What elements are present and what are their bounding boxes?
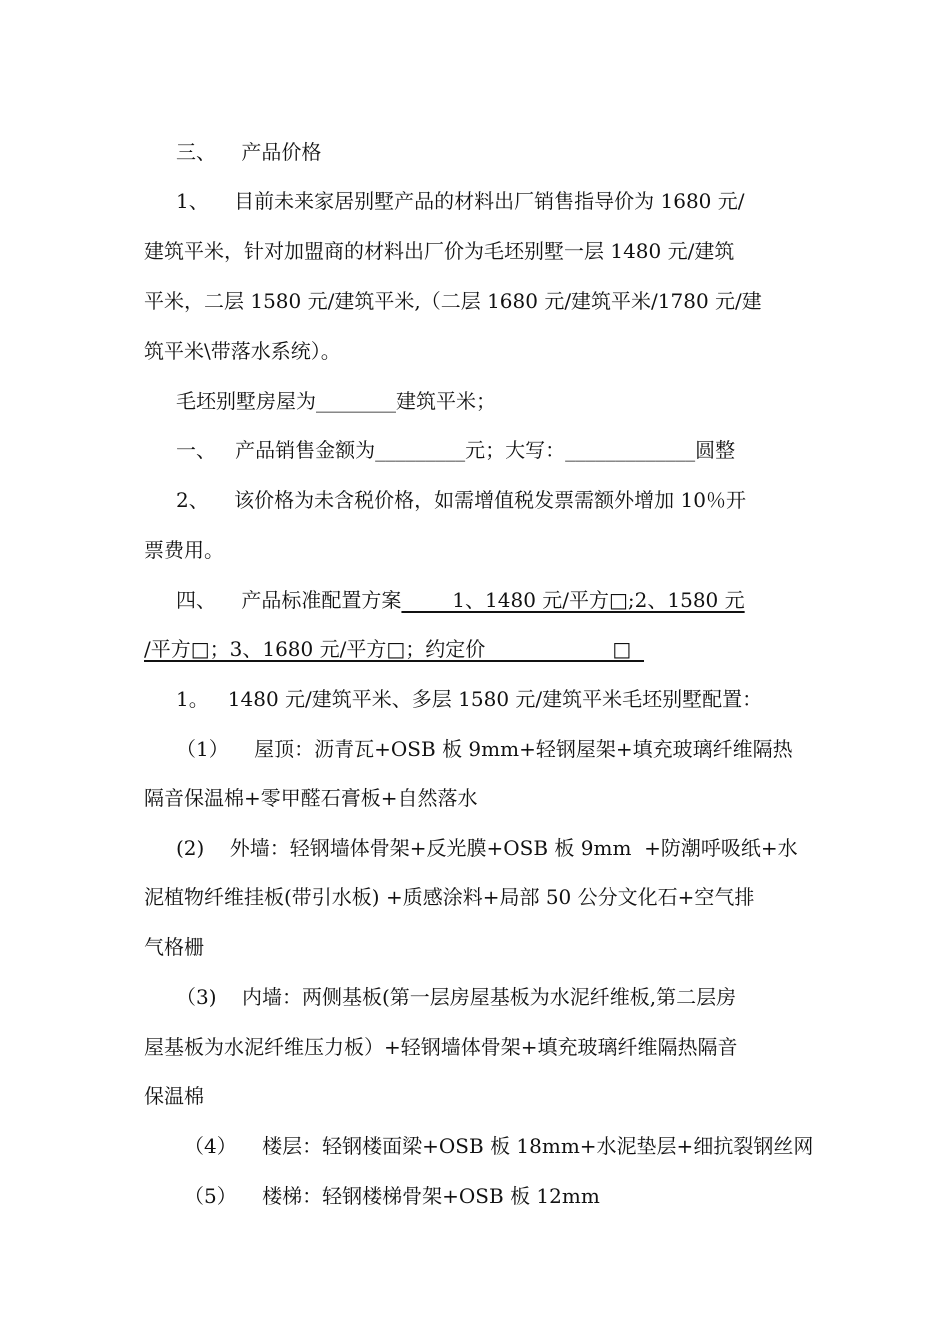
item1-line4: 筑平米\带落水系统）。 xyxy=(144,339,341,363)
area-line: 毛坯别墅房屋为________建筑平米； xyxy=(176,389,496,413)
item1-line3: 平米，二层 1580 元/建筑平米,（二层 1680 元/建筑平米/1780 元/建 xyxy=(144,289,762,313)
interior-line3: 保温棉 xyxy=(144,1084,204,1108)
item1-line2: 建筑平米，针对加盟商的材料出厂价为毛坯别墅一层 1480 元/建筑 xyxy=(144,239,735,263)
exterior-line2: 泥植物纤维挂板(带引水板) +质感涂料+局部 50 公分文化石+空气排 xyxy=(144,885,755,909)
interior-line1: （3) 内墙：两侧基板(第一层房屋基板为水泥纤维板,第二层房 xyxy=(176,985,737,1009)
floor-line: （4） 楼层：轻钢楼面梁+OSB 板 18mm+水泥垫层+细抗裂钢丝网 xyxy=(184,1134,814,1158)
item1-line1: 1、 目前未来家居别墅产品的材料出厂销售指导价为 1680 元/ xyxy=(176,189,745,213)
interior-line2: 屋基板为水泥纤维压力板）+轻钢墙体骨架+填充玻璃纤维隔热隔音 xyxy=(144,1035,738,1059)
amount-line: 一、 产品销售金额为_________元；大写：_____________圆整 xyxy=(176,438,736,462)
section3-heading: 三、 产品价格 xyxy=(176,140,322,164)
roof-line2: 隔音保温棉+零甲醛石膏板+自然落水 xyxy=(144,786,478,810)
stairs-line: （5） 楼梯：轻钢楼梯骨架+OSB 板 12mm xyxy=(184,1184,600,1208)
exterior-line3: 气格栅 xyxy=(144,935,204,959)
item2-line1: 2、 该价格为未含税价格，如需增值税发票需额外增加 10％开 xyxy=(176,488,746,512)
roof-line1: （1） 屋顶：沥青瓦+OSB 板 9mm+轻钢屋架+填充玻璃纤维隔热 xyxy=(176,737,793,761)
section4-options-part2: /平方□；3、1680 元/平方□；约定价 □ xyxy=(144,637,645,661)
item2-line2: 票费用。 xyxy=(144,538,224,562)
exterior-line1: (2) 外墙：轻钢墙体骨架+反光膜+OSB 板 9mm +防潮呼吸纸+水 xyxy=(176,836,798,860)
config-title: 1。 1480 元/建筑平米、多层 1580 元/建筑平米毛坯别墅配置： xyxy=(176,687,763,711)
section4-heading xyxy=(176,588,745,612)
section4-options-part1: 1、1480 元/平方□;2、1580 元 xyxy=(401,588,745,612)
section4-heading-prefix: 四、 产品标准配置方案 xyxy=(176,588,402,612)
